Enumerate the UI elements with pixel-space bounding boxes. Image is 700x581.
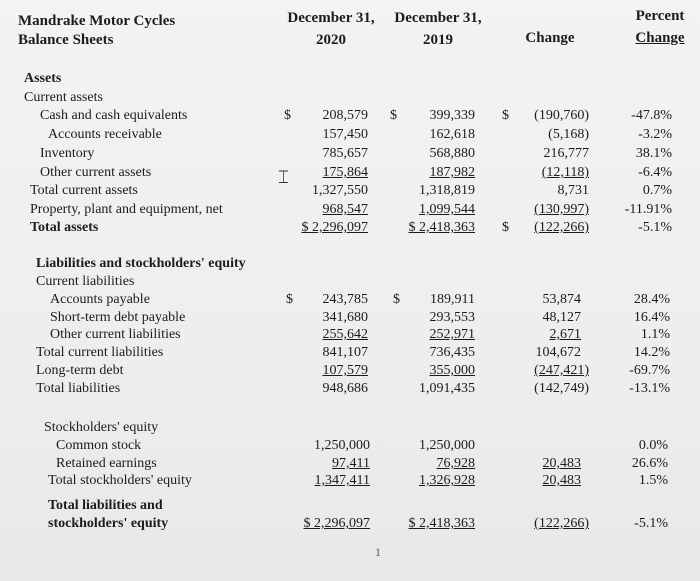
value-2020: 1,327,550 bbox=[312, 183, 368, 198]
row-label: Inventory bbox=[40, 146, 95, 161]
value-change: (190,760) bbox=[534, 108, 589, 123]
dollar-sign: $ bbox=[286, 292, 293, 307]
row-label: Total assets bbox=[30, 220, 99, 235]
value-2020: 841,107 bbox=[322, 345, 368, 360]
row-label: Accounts payable bbox=[50, 292, 150, 307]
grand-total-percent: -5.1% bbox=[634, 516, 668, 531]
page-number: 1 bbox=[375, 545, 381, 559]
value-2020: 107,579 bbox=[322, 363, 368, 378]
grand-total-label-line2: stockholders' equity bbox=[48, 516, 169, 531]
value-percent: 16.4% bbox=[633, 310, 670, 325]
value-percent: 1.5% bbox=[638, 473, 668, 488]
value-2019: $ 2,418,363 bbox=[408, 220, 475, 235]
cursor-icon: ⌶ bbox=[278, 167, 289, 187]
dollar-sign: $ bbox=[393, 292, 400, 307]
value-change: (247,421) bbox=[534, 363, 589, 378]
current-assets-heading: Current assets bbox=[24, 90, 103, 105]
value-2020: 785,657 bbox=[322, 146, 368, 161]
percent-change-header-line2: Change bbox=[635, 30, 685, 46]
value-change: 216,777 bbox=[543, 146, 589, 161]
value-percent: -5.1% bbox=[638, 220, 672, 235]
col-2020-header-line1: December 31, bbox=[287, 10, 375, 26]
row-label: Property, plant and equipment, net bbox=[30, 202, 223, 217]
value-change: 20,483 bbox=[542, 456, 581, 471]
statement-title: Balance Sheets bbox=[18, 32, 114, 48]
value-percent: 14.2% bbox=[633, 345, 670, 360]
value-2020: 1,250,000 bbox=[314, 438, 370, 453]
value-2019: 187,982 bbox=[429, 165, 475, 180]
row-label: Total liabilities bbox=[36, 381, 121, 396]
dollar-sign: $ bbox=[502, 108, 509, 123]
value-2020: 175,864 bbox=[322, 165, 368, 180]
col-2020-header-line2: 2020 bbox=[316, 32, 346, 48]
value-2019: 568,880 bbox=[429, 146, 475, 161]
row-label: Other current liabilities bbox=[50, 327, 181, 342]
equity-heading: Stockholders' equity bbox=[44, 420, 159, 435]
value-percent: -11.91% bbox=[624, 202, 672, 217]
value-change: 104,672 bbox=[535, 345, 581, 360]
value-percent: -3.2% bbox=[638, 127, 672, 142]
company-name: Mandrake Motor Cycles bbox=[18, 13, 176, 29]
row-label: Long-term debt bbox=[36, 363, 124, 378]
value-change: 48,127 bbox=[542, 310, 581, 325]
value-2019: 1,326,928 bbox=[419, 473, 475, 488]
row-label: Cash and cash equivalents bbox=[40, 108, 188, 123]
value-change: 53,874 bbox=[542, 292, 581, 307]
value-2020: 255,642 bbox=[322, 327, 368, 342]
value-2019: 293,553 bbox=[429, 310, 475, 325]
current-liabilities-heading: Current liabilities bbox=[36, 274, 135, 289]
grand-total-label-line1: Total liabilities and bbox=[48, 498, 163, 513]
value-change: 8,731 bbox=[557, 183, 589, 198]
value-percent: 38.1% bbox=[635, 146, 672, 161]
value-percent: 0.7% bbox=[642, 183, 672, 198]
value-percent: 1.1% bbox=[640, 327, 670, 342]
assets-heading: Assets bbox=[24, 71, 62, 86]
value-change: (142,749) bbox=[534, 381, 589, 396]
value-2019: 736,435 bbox=[429, 345, 475, 360]
liabilities-heading: Liabilities and stockholders' equity bbox=[36, 256, 246, 271]
value-2019: 399,339 bbox=[429, 108, 475, 123]
value-2020: 157,450 bbox=[322, 127, 368, 142]
row-label: Accounts receivable bbox=[48, 127, 162, 142]
value-2019: 252,971 bbox=[429, 327, 475, 342]
percent-change-header-line1: Percent bbox=[635, 8, 685, 24]
value-2020: $ 2,296,097 bbox=[301, 220, 368, 235]
col-2019-header-line1: December 31, bbox=[394, 10, 482, 26]
value-2019: 1,318,819 bbox=[419, 183, 475, 198]
grand-total-2020: $ 2,296,097 bbox=[303, 516, 370, 531]
row-label: Retained earnings bbox=[56, 456, 157, 471]
value-2019: 1,250,000 bbox=[419, 438, 475, 453]
change-header: Change bbox=[525, 30, 575, 46]
value-percent: 26.6% bbox=[631, 456, 668, 471]
value-2019: 1,099,544 bbox=[419, 202, 475, 217]
value-2020: 948,686 bbox=[322, 381, 368, 396]
value-2020: 208,579 bbox=[322, 108, 368, 123]
value-2019: 1,091,435 bbox=[419, 381, 475, 396]
value-percent: 0.0% bbox=[638, 438, 668, 453]
value-percent: -13.1% bbox=[629, 381, 670, 396]
grand-total-change: (122,266) bbox=[534, 516, 589, 531]
value-change: (122,266) bbox=[534, 220, 589, 235]
dollar-sign: $ bbox=[502, 220, 509, 235]
row-label: Short-term debt payable bbox=[50, 310, 186, 325]
value-change: 2,671 bbox=[549, 327, 581, 342]
row-label: Total stockholders' equity bbox=[48, 473, 192, 488]
row-label: Total current assets bbox=[30, 183, 138, 198]
value-change: (12,118) bbox=[541, 165, 589, 180]
value-2019: 162,618 bbox=[429, 127, 475, 142]
value-2020: 243,785 bbox=[322, 292, 368, 307]
value-2020: 341,680 bbox=[322, 310, 368, 325]
value-percent: -69.7% bbox=[629, 363, 670, 378]
row-label: Common stock bbox=[56, 438, 142, 453]
dollar-sign: $ bbox=[284, 108, 291, 123]
col-2019-header-line2: 2019 bbox=[423, 32, 453, 48]
value-change: 20,483 bbox=[542, 473, 581, 488]
value-percent: -47.8% bbox=[631, 108, 672, 123]
value-percent: -6.4% bbox=[638, 165, 672, 180]
value-2020: 97,411 bbox=[332, 456, 370, 471]
row-label: Other current assets bbox=[40, 165, 152, 180]
row-label: Total current liabilities bbox=[36, 345, 164, 360]
value-2019: 355,000 bbox=[429, 363, 475, 378]
value-change: (5,168) bbox=[548, 127, 589, 142]
value-2020: 1,347,411 bbox=[314, 473, 370, 488]
value-percent: 28.4% bbox=[633, 292, 670, 307]
value-2019: 76,928 bbox=[436, 456, 475, 471]
value-2019: 189,911 bbox=[430, 292, 475, 307]
value-change: (130,997) bbox=[534, 202, 589, 217]
dollar-sign: $ bbox=[390, 108, 397, 123]
value-2020: 968,547 bbox=[322, 202, 368, 217]
grand-total-2019: $ 2,418,363 bbox=[408, 516, 475, 531]
